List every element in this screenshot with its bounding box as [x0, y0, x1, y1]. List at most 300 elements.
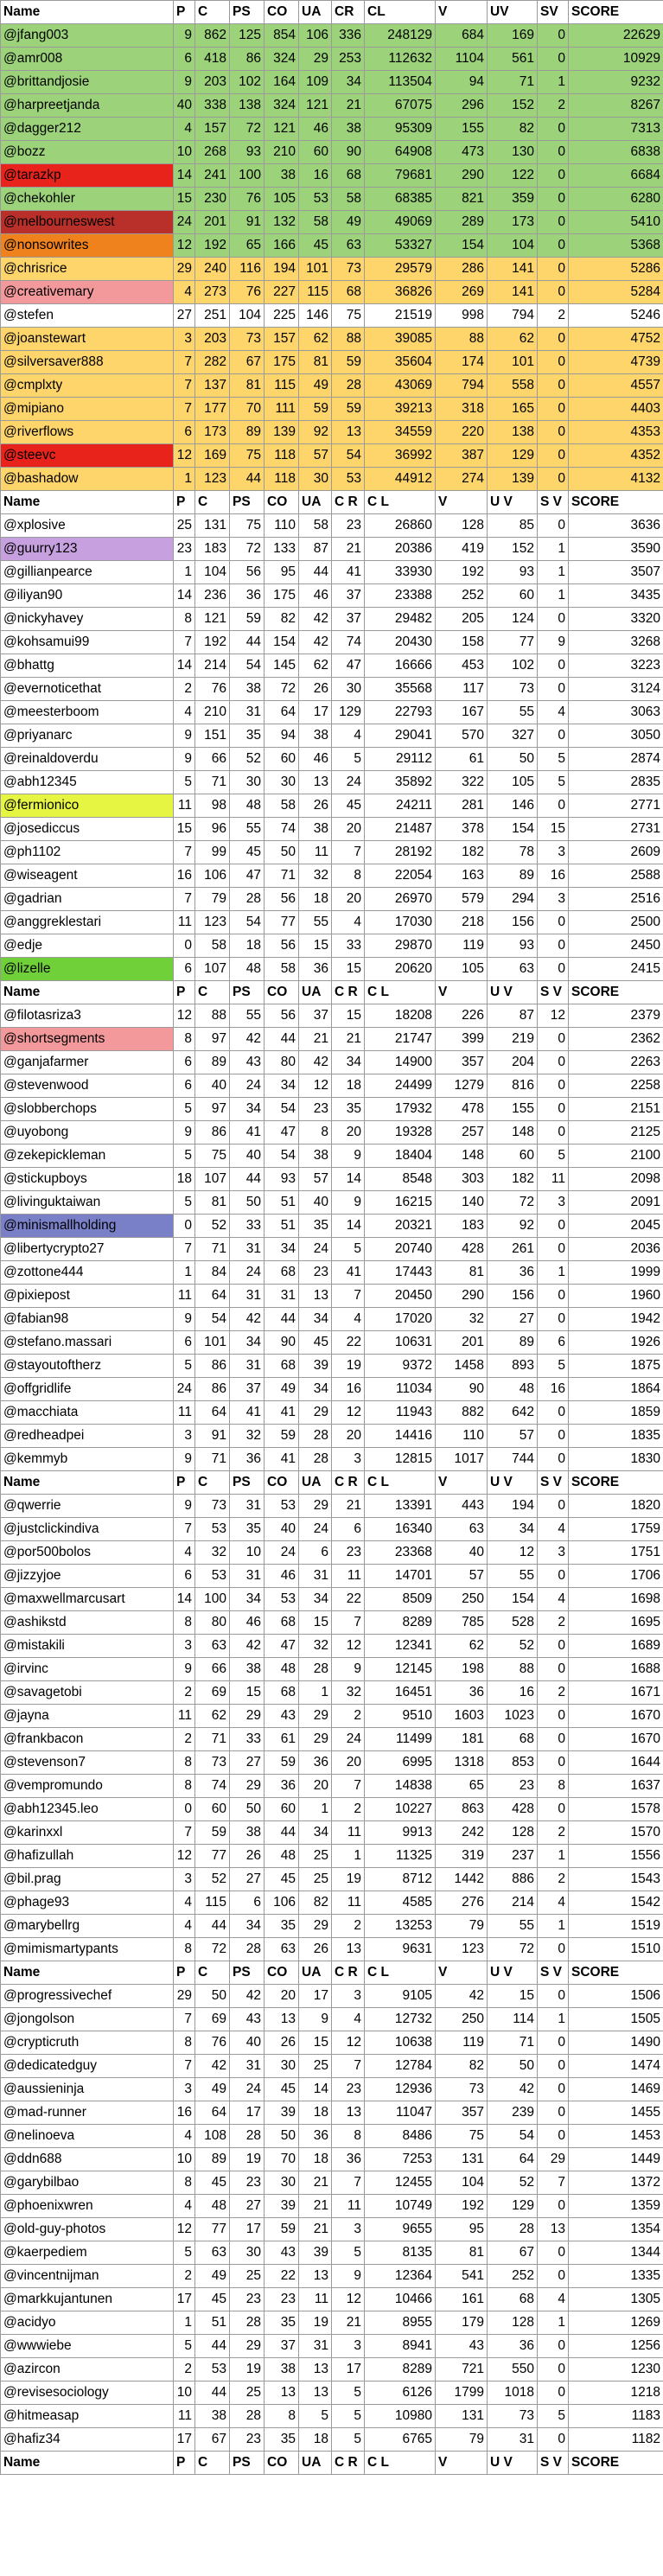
cell-p: 12: [174, 1845, 195, 1868]
cell-c: 230: [195, 188, 230, 211]
cell-co: 45: [265, 1868, 299, 1891]
cell-cr: 21: [332, 2311, 365, 2335]
cell-ps: 55: [230, 1004, 265, 1028]
cell-sv: 5: [538, 1145, 569, 1168]
cell-cl: 248129: [365, 24, 436, 48]
cell-v: 155: [436, 118, 488, 141]
cell-co: 854: [265, 24, 299, 48]
cell-uv: 141: [488, 281, 538, 304]
cell-co: 68: [265, 1355, 299, 1378]
cell-v: 42: [436, 1985, 488, 2008]
cell-co: 50: [265, 841, 299, 864]
user-name-cell: @uyobong: [1, 1121, 174, 1145]
cell-ua: 28: [299, 1425, 332, 1448]
cell-uv: 155: [488, 1098, 538, 1121]
cell-c: 76: [195, 678, 230, 701]
cell-cr: 11: [332, 1821, 365, 1845]
user-name-cell: @anggreklestari: [1, 911, 174, 934]
cell-cl: 23368: [365, 1541, 436, 1565]
user-name-cell: @hitmeasap: [1, 2405, 174, 2428]
cell-co: 94: [265, 724, 299, 748]
cell-c: 66: [195, 1658, 230, 1681]
cell-v: 1104: [436, 48, 488, 71]
cell-p: 11: [174, 1401, 195, 1425]
cell-co: 68: [265, 1611, 299, 1635]
cell-cl: 21487: [365, 818, 436, 841]
cell-uv: 104: [488, 234, 538, 258]
cell-cl: 16451: [365, 1681, 436, 1705]
column-header-p: P: [174, 1, 195, 24]
cell-ps: 44: [230, 631, 265, 654]
cell-p: 7: [174, 631, 195, 654]
table-row: [1, 1238, 663, 1261]
table-row: [1, 1728, 663, 1751]
table-row: [1, 724, 663, 748]
cell-ua: 26: [299, 1938, 332, 1961]
cell-ua: 28: [299, 1658, 332, 1681]
cell-ps: 40: [230, 2031, 265, 2055]
cell-sv: 0: [538, 1565, 569, 1588]
cell-co: 154: [265, 631, 299, 654]
table-row: [1, 1658, 663, 1681]
cell-v: 174: [436, 351, 488, 374]
cell-c: 44: [195, 1915, 230, 1938]
cell-uv: 359: [488, 188, 538, 211]
cell-cr: 3: [332, 1448, 365, 1471]
cell-uv: 558: [488, 374, 538, 398]
cell-score: 3320: [569, 608, 663, 631]
table-row: [1, 888, 663, 911]
cell-ps: 31: [230, 2055, 265, 2078]
cell-uv: 60: [488, 584, 538, 608]
cell-co: 77: [265, 911, 299, 934]
cell-ps: 41: [230, 1401, 265, 1425]
user-name-cell: @josediccus: [1, 818, 174, 841]
cell-cr: 13: [332, 2101, 365, 2125]
cell-c: 108: [195, 2125, 230, 2148]
user-name-cell: @hafizullah: [1, 1845, 174, 1868]
user-name-cell: @meesterboom: [1, 701, 174, 724]
cell-ps: 73: [230, 328, 265, 351]
cell-ps: 54: [230, 911, 265, 934]
cell-c: 42: [195, 2055, 230, 2078]
column-header-uv: U V: [488, 1961, 538, 1985]
cell-ua: 37: [299, 1004, 332, 1028]
cell-sv: 2: [538, 1821, 569, 1845]
cell-p: 24: [174, 1378, 195, 1401]
cell-c: 121: [195, 608, 230, 631]
cell-score: 2874: [569, 748, 663, 771]
cell-uv: 129: [488, 444, 538, 468]
cell-co: 139: [265, 421, 299, 444]
cell-score: 1706: [569, 1565, 663, 1588]
cell-score: 1506: [569, 1985, 663, 2008]
cell-cl: 10749: [365, 2195, 436, 2218]
cell-cr: 11: [332, 1891, 365, 1915]
table-row: [1, 2078, 663, 2101]
table-row: [1, 48, 663, 71]
cell-sv: 0: [538, 2195, 569, 2218]
cell-score: 1256: [569, 2335, 663, 2358]
cell-cr: 74: [332, 631, 365, 654]
cell-sv: 3: [538, 1191, 569, 1215]
cell-v: 32: [436, 1308, 488, 1331]
cell-ua: 38: [299, 724, 332, 748]
cell-uv: 27: [488, 1308, 538, 1331]
cell-v: 81: [436, 2241, 488, 2265]
cell-p: 4: [174, 1915, 195, 1938]
cell-v: 94: [436, 71, 488, 94]
cell-cr: 59: [332, 351, 365, 374]
cell-c: 38: [195, 2405, 230, 2428]
column-header-name: Name: [1, 2452, 174, 2475]
cell-uv: 72: [488, 1191, 538, 1215]
cell-c: 101: [195, 1331, 230, 1355]
cell-cr: 19: [332, 1868, 365, 1891]
cell-cl: 23388: [365, 584, 436, 608]
cell-p: 24: [174, 211, 195, 234]
cell-cr: 23: [332, 514, 365, 538]
table-row: [1, 1331, 663, 1355]
cell-c: 63: [195, 2241, 230, 2265]
cell-cl: 20620: [365, 958, 436, 981]
user-name-cell: @acidyo: [1, 2311, 174, 2335]
cell-ps: 102: [230, 71, 265, 94]
cell-co: 44: [265, 1308, 299, 1331]
user-name-cell: @kohsamui99: [1, 631, 174, 654]
cell-c: 240: [195, 258, 230, 281]
cell-co: 54: [265, 1098, 299, 1121]
cell-sv: 0: [538, 2428, 569, 2452]
cell-ps: 54: [230, 654, 265, 678]
cell-ps: 104: [230, 304, 265, 328]
cell-v: 201: [436, 1331, 488, 1355]
cell-p: 5: [174, 771, 195, 794]
cell-c: 88: [195, 1004, 230, 1028]
cell-uv: 60: [488, 1145, 538, 1168]
cell-c: 214: [195, 654, 230, 678]
cell-sv: 0: [538, 2382, 569, 2405]
cell-cr: 21: [332, 538, 365, 561]
cell-cl: 11034: [365, 1378, 436, 1401]
cell-ps: 52: [230, 748, 265, 771]
cell-cl: 12341: [365, 1635, 436, 1658]
cell-c: 203: [195, 328, 230, 351]
cell-c: 123: [195, 468, 230, 491]
cell-v: 684: [436, 24, 488, 48]
table-row: [1, 1565, 663, 1588]
cell-cr: 9: [332, 1658, 365, 1681]
table-row: [1, 1145, 663, 1168]
cell-score: 3050: [569, 724, 663, 748]
cell-uv: 816: [488, 1074, 538, 1098]
cell-score: 1542: [569, 1891, 663, 1915]
cell-p: 12: [174, 234, 195, 258]
user-name-cell: @nelinoeva: [1, 2125, 174, 2148]
cell-co: 90: [265, 1331, 299, 1355]
cell-ua: 13: [299, 2382, 332, 2405]
cell-ua: 38: [299, 1145, 332, 1168]
cell-p: 6: [174, 1051, 195, 1074]
cell-cl: 6126: [365, 2382, 436, 2405]
cell-co: 227: [265, 281, 299, 304]
cell-co: 61: [265, 1728, 299, 1751]
cell-cl: 17443: [365, 1261, 436, 1285]
cell-uv: 165: [488, 398, 538, 421]
cell-cr: 12: [332, 2031, 365, 2055]
cell-ps: 28: [230, 888, 265, 911]
cell-score: 1999: [569, 1261, 663, 1285]
cell-co: 56: [265, 934, 299, 958]
table-row: [1, 444, 663, 468]
cell-sv: 0: [538, 958, 569, 981]
user-name-cell: @reinaldoverdu: [1, 748, 174, 771]
cell-v: 473: [436, 141, 488, 164]
cell-cl: 8509: [365, 1588, 436, 1611]
cell-v: 110: [436, 1425, 488, 1448]
cell-score: 2036: [569, 1238, 663, 1261]
user-name-cell: @garybilbao: [1, 2171, 174, 2195]
cell-sv: 15: [538, 818, 569, 841]
cell-sv: 0: [538, 1495, 569, 1518]
table-row: [1, 1751, 663, 1775]
cell-sv: 0: [538, 2241, 569, 2265]
cell-sv: 0: [538, 1938, 569, 1961]
cell-co: 59: [265, 1751, 299, 1775]
cell-sv: 0: [538, 398, 569, 421]
cell-co: 53: [265, 1495, 299, 1518]
cell-score: 1519: [569, 1915, 663, 1938]
table-row: [1, 141, 663, 164]
cell-cl: 22793: [365, 701, 436, 724]
cell-score: 2588: [569, 864, 663, 888]
cell-p: 9: [174, 724, 195, 748]
cell-ps: 86: [230, 48, 265, 71]
cell-uv: 853: [488, 1751, 538, 1775]
column-header-name: Name: [1, 1471, 174, 1495]
cell-v: 453: [436, 654, 488, 678]
cell-ua: 46: [299, 118, 332, 141]
cell-v: 794: [436, 374, 488, 398]
cell-cl: 35568: [365, 678, 436, 701]
cell-cl: 9631: [365, 1938, 436, 1961]
cell-co: 106: [265, 1891, 299, 1915]
cell-p: 40: [174, 94, 195, 118]
cell-v: 140: [436, 1191, 488, 1215]
cell-uv: 141: [488, 258, 538, 281]
cell-ua: 58: [299, 514, 332, 538]
cell-cr: 28: [332, 374, 365, 398]
cell-cl: 9655: [365, 2218, 436, 2241]
cell-ua: 36: [299, 1751, 332, 1775]
cell-p: 8: [174, 2031, 195, 2055]
cell-sv: 5: [538, 2405, 569, 2428]
cell-co: 53: [265, 1588, 299, 1611]
cell-uv: 71: [488, 71, 538, 94]
cell-uv: 152: [488, 94, 538, 118]
user-name-cell: @slobberchops: [1, 1098, 174, 1121]
cell-uv: 73: [488, 678, 538, 701]
cell-cl: 11499: [365, 1728, 436, 1751]
cell-co: 145: [265, 654, 299, 678]
cell-cr: 30: [332, 678, 365, 701]
cell-cr: 24: [332, 771, 365, 794]
cell-ps: 44: [230, 468, 265, 491]
cell-cl: 12455: [365, 2171, 436, 2195]
user-name-cell: @nickyhavey: [1, 608, 174, 631]
cell-ps: 27: [230, 1751, 265, 1775]
cell-v: 161: [436, 2288, 488, 2311]
table-row: [1, 211, 663, 234]
cell-ps: 31: [230, 1495, 265, 1518]
cell-score: 1453: [569, 2125, 663, 2148]
cell-c: 236: [195, 584, 230, 608]
cell-ua: 34: [299, 1821, 332, 1845]
cell-co: 36: [265, 1775, 299, 1798]
cell-ps: 44: [230, 1168, 265, 1191]
cell-ps: 27: [230, 1868, 265, 1891]
cell-ps: 29: [230, 1775, 265, 1798]
cell-sv: 5: [538, 748, 569, 771]
column-header-v: V: [436, 1, 488, 24]
cell-cr: 8: [332, 2125, 365, 2148]
user-name-cell: @bhattg: [1, 654, 174, 678]
table-row: [1, 1004, 663, 1028]
cell-c: 76: [195, 2031, 230, 2055]
cell-cl: 21519: [365, 304, 436, 328]
cell-cl: 11325: [365, 1845, 436, 1868]
cell-cr: 9: [332, 1191, 365, 1215]
cell-co: 133: [265, 538, 299, 561]
cell-uv: 85: [488, 514, 538, 538]
cell-cl: 8955: [365, 2311, 436, 2335]
cell-ps: 46: [230, 1611, 265, 1635]
table-row: [1, 841, 663, 864]
cell-ps: 31: [230, 1285, 265, 1308]
cell-uv: 63: [488, 958, 538, 981]
cell-c: 32: [195, 1541, 230, 1565]
column-header-ps: PS: [230, 981, 265, 1004]
cell-p: 7: [174, 398, 195, 421]
cell-v: 75: [436, 2125, 488, 2148]
cell-ua: 13: [299, 2358, 332, 2382]
column-header-cl: C L: [365, 2452, 436, 2475]
cell-cr: 19: [332, 1355, 365, 1378]
cell-c: 59: [195, 1821, 230, 1845]
cell-v: 182: [436, 841, 488, 864]
column-header-ps: PS: [230, 1471, 265, 1495]
user-name-cell: @zekepickleman: [1, 1145, 174, 1168]
cell-v: 1318: [436, 1751, 488, 1775]
cell-v: 242: [436, 1821, 488, 1845]
table-row: [1, 2265, 663, 2288]
cell-c: 91: [195, 1425, 230, 1448]
cell-c: 268: [195, 141, 230, 164]
table-row: [1, 2311, 663, 2335]
cell-cr: 22: [332, 1588, 365, 1611]
cell-ua: 62: [299, 328, 332, 351]
cell-co: 118: [265, 444, 299, 468]
user-name-cell: @qwerrie: [1, 1495, 174, 1518]
cell-uv: 237: [488, 1845, 538, 1868]
cell-cl: 20430: [365, 631, 436, 654]
cell-ua: 26: [299, 794, 332, 818]
cell-uv: 294: [488, 888, 538, 911]
table-body: [1, 1, 663, 2475]
cell-cl: 113504: [365, 71, 436, 94]
cell-cr: 53: [332, 468, 365, 491]
cell-score: 1859: [569, 1401, 663, 1425]
cell-p: 15: [174, 818, 195, 841]
cell-cl: 17932: [365, 1098, 436, 1121]
cell-v: 1603: [436, 1705, 488, 1728]
cell-co: 118: [265, 468, 299, 491]
column-header-cr: C R: [332, 491, 365, 514]
cell-score: 4739: [569, 351, 663, 374]
user-name-cell: @frankbacon: [1, 1728, 174, 1751]
cell-v: 63: [436, 1518, 488, 1541]
cell-p: 8: [174, 1611, 195, 1635]
cell-cl: 20321: [365, 1215, 436, 1238]
cell-score: 4557: [569, 374, 663, 398]
cell-c: 106: [195, 864, 230, 888]
cell-uv: 88: [488, 1658, 538, 1681]
cell-ps: 37: [230, 1378, 265, 1401]
cell-uv: 62: [488, 328, 538, 351]
table-row: [1, 794, 663, 818]
cell-score: 2151: [569, 1098, 663, 1121]
cell-sv: 0: [538, 211, 569, 234]
cell-ps: 93: [230, 141, 265, 164]
cell-v: 296: [436, 94, 488, 118]
cell-c: 60: [195, 1798, 230, 1821]
table-row: [1, 2008, 663, 2031]
cell-score: 9232: [569, 71, 663, 94]
cell-uv: 93: [488, 561, 538, 584]
cell-sv: 13: [538, 2218, 569, 2241]
user-name-cell: @riverflows: [1, 421, 174, 444]
user-name-cell: @creativemary: [1, 281, 174, 304]
cell-p: 9: [174, 748, 195, 771]
cell-ua: 34: [299, 1588, 332, 1611]
cell-score: 1637: [569, 1775, 663, 1798]
cell-cl: 33930: [365, 561, 436, 584]
cell-score: 8267: [569, 94, 663, 118]
column-header-ua: UA: [299, 491, 332, 514]
table-row: [1, 2055, 663, 2078]
cell-co: 23: [265, 2288, 299, 2311]
cell-cr: 34: [332, 71, 365, 94]
cell-score: 5246: [569, 304, 663, 328]
cell-ps: 17: [230, 2101, 265, 2125]
cell-co: 175: [265, 584, 299, 608]
cell-sv: 2: [538, 1611, 569, 1635]
cell-p: 0: [174, 1215, 195, 1238]
cell-ua: 38: [299, 818, 332, 841]
cell-uv: 169: [488, 24, 538, 48]
cell-cr: 24: [332, 1728, 365, 1751]
cell-ua: 8: [299, 1121, 332, 1145]
cell-v: 226: [436, 1004, 488, 1028]
cell-cr: 7: [332, 1285, 365, 1308]
column-header-uv: U V: [488, 2452, 538, 2475]
cell-cl: 16215: [365, 1191, 436, 1215]
cell-p: 18: [174, 1168, 195, 1191]
cell-score: 2500: [569, 911, 663, 934]
cell-co: 80: [265, 1051, 299, 1074]
column-header-p: P: [174, 2452, 195, 2475]
table-row: [1, 1074, 663, 1098]
